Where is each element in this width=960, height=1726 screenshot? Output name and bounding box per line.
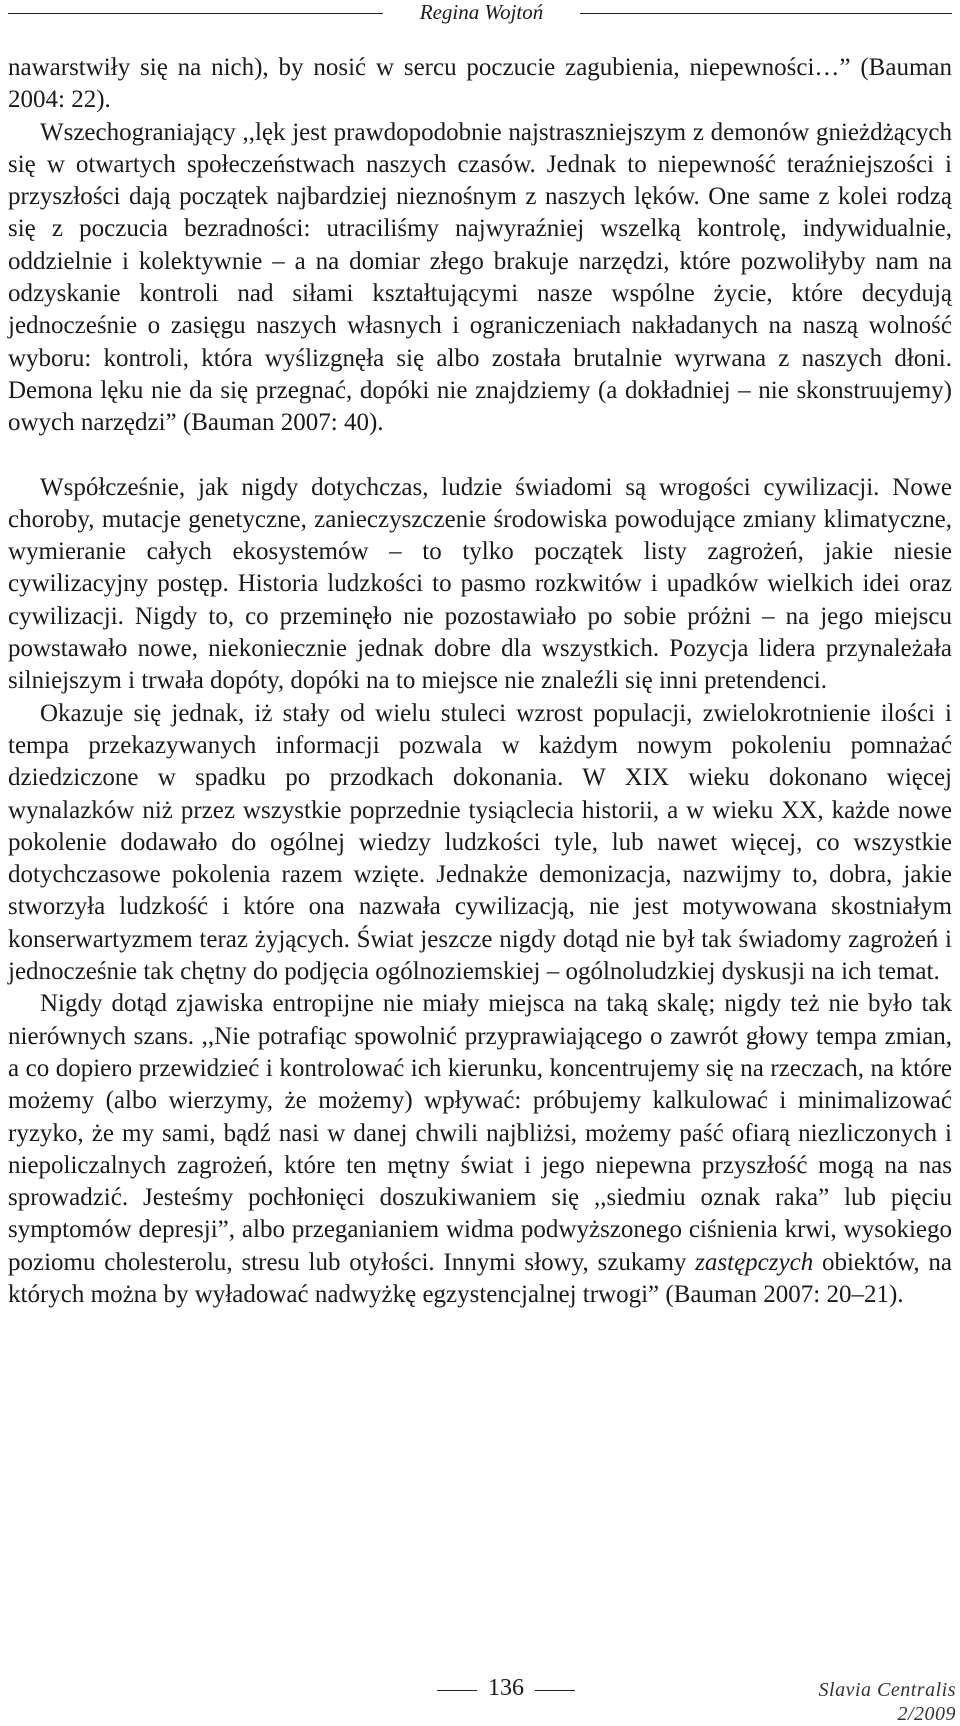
paragraph: nawarstwiły się na nich), by nosić w sercu poczucie zagubienia, niepewności…” (Bauman 2004: 22).	[8, 54, 952, 114]
page-number: 136	[488, 1675, 524, 1701]
header-rule-right	[580, 13, 952, 14]
running-head	[0, 0, 960, 30]
paragraph: Współcześnie, jak nigdy dotychczas, ludzie świadomi są wrogości cywilizacji. Nowe choroby, mutacje genetyczne, zanieczyszczenie środowiska powodujące zmiany klimatyczne, wymieranie całych ekosystemów – to tylko początek listy zagrożeń, jakie niesie cywilizacyjny postęp. Historia ludzkości to pasmo rozkwitów i upadków wielkich idei oraz cywilizacji. Nigdy to, co przeminęło nie pozostawiało po sobie próżni – na jego miejscu powstawało nowe, niekoniecznie jednak dobre dla wszystkich. Pozycja lidera przynależała silniejszym i trwała dopóty, dopóki na to miejsce nie znaleźli się inni pretendenci.	[8, 473, 952, 695]
running-head-author: Regina Wojtoń	[419, 0, 544, 24]
paragraph: Wszechograniający ,,lęk jest prawdopodobnie najstraszniejszym z demonów gnieżdżących się w otwartych społeczeństwach naszych czasów. Jednak to niepewność teraźniejszości i przyszłości dają początek najbardziej nieznośnym z naszych lęków. One same z kolei rodzą się z poczucia bezradności: utraciliśmy najwyraźniej wszelką kontrolę, indywidualnie, oddzielnie i kolektywnie – a na domiar złego brakuje narzędzi, które pozwoliłyby nam na odzyskanie kontroli nad siłami kształtującymi nasze wspólne życie, które decydują jednocześnie o zasięgu naszych własnych i ograniczeniach nakładanych na naszą wolność wyboru: kontroli, która wyślizgnęła się albo została brutalnie wyrwana z naszych dłoni. Demona lęku nie da się przegnać, dopóki nie znajdziemy (a dokładniej – nie skonstruujemy) owych narzędzi” (Bauman 2007: 40).	[8, 118, 952, 437]
text-run: obiektów, na których można by wyładować nadwyżkę egzystencjalnej trwogi” (Bauman 2007: 20–21).	[8, 1248, 952, 1308]
header-rule-left	[8, 13, 383, 14]
footer-rule-right	[535, 1690, 575, 1691]
footer-rule-left	[437, 1690, 477, 1691]
block-quotation	[8, 52, 952, 440]
body-text	[8, 52, 952, 1311]
journal-title: Slavia Centralis 2/2009	[818, 1679, 956, 1725]
paragraph	[8, 988, 952, 1311]
text-run: Nigdy dotąd zjawiska entropijne nie miały miejsca na taką skalę; nigdy też nie było tak nierównych szans. ,,Nie potrafiąc spowolnić przyprawiającego o zawrót głowy tempa zmian, a co dopiero przewidzieć i kontrolować ich kierunku, koncentrujemy się na rzeczach, na które możemy (albo wierzymy, że możemy) wpływać: próbujemy kalkulować i minimalizować ryzyko, że my sami, bądź nasi w danej chwili najbliżsi, możemy paść ofiarą niezliczonych i niepoliczalnych zagrożeń, które ten mętny świat i jego niepewna przyszłość mogą na nas sprowadzić. Jesteśmy pochłonięci doszukiwaniem się ,,siedmiu oznak raka” lub pięciu symptomów depresji”, albo przeganianiem widma podwyższonego ciśnienia krwi, wysokiego poziomu cholesterolu, stresu lub otyłości. Innymi słowy, szukamy	[8, 990, 952, 1276]
page-footer	[0, 1670, 960, 1725]
emphasis: zastępczych	[695, 1248, 814, 1276]
paragraph: Okazuje się jednak, iż stały od wielu stuleci wzrost populacji, zwielokrotnienie ilości i tempa przekazywanych informacji pozwala w każdym nowym pokoleniu pomnażać dziedziczone w spadku po przodkach dokonania. W XIX wieku dokonano więcej wynalazków niż przez wszystkie poprzednie tysiąclecia historii, a w wieku XX, każde nowe pokolenie dodawało do ogólnej wiedzy ludzkości tyle, lub nawet więcej, co wszystkie dotychczasowe pokolenia razem wzięte. Jednakże demonizacja, nazwijmy to, dobra, jakie stworzyła ludzkość i które ona nazwała cywilizacją, nie jest motywowana skostniałym konserwartyzmem teraz żyjących. Świat jeszcze nigdy dotąd nie był tak świadomy zagrożeń i jednocześnie tak chętny do podjęcia ogólnoziemskiej – ogólnoludzkiej dyskusji na ich temat.	[8, 699, 952, 986]
